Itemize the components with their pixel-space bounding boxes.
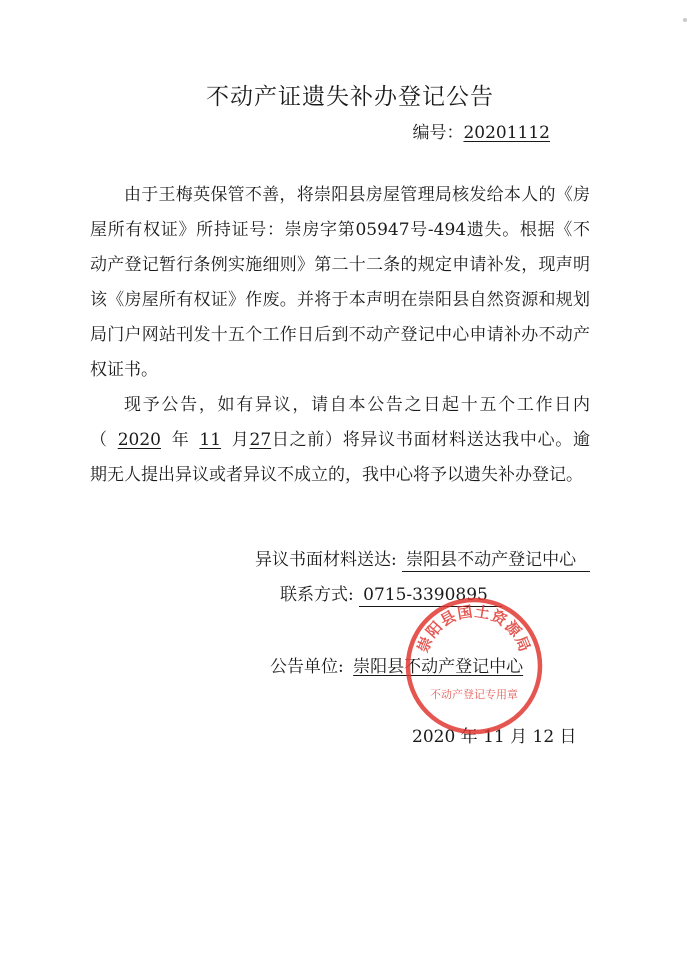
official-seal-stamp <box>402 594 546 738</box>
scan-speck <box>683 18 687 22</box>
deadline-day: 27 <box>249 430 272 450</box>
issue-date: 2020 年 11 月 12 日 <box>412 727 577 747</box>
svg-text:崇阳县国土资源局: 崇阳县国土资源局 <box>413 602 535 656</box>
document-number <box>412 118 550 143</box>
document-number-label: 编号： <box>412 123 464 143</box>
deadline-month: 11 <box>199 430 222 450</box>
paragraph-objection-period <box>90 388 590 493</box>
issuing-unit-label: 公告单位: <box>270 657 344 677</box>
contact-value: 0715-3390895 <box>359 585 502 607</box>
deadline-year-char: 年 <box>170 430 190 450</box>
deadline-year: 2020 <box>117 430 161 450</box>
document-title: 不动产证遗失补办登记公告 <box>206 84 494 110</box>
objection-address-value: 崇阳县不动产登记中心 <box>402 550 590 572</box>
objection-address-label: 异议书面材料送达: <box>255 550 397 570</box>
contact-label: 联系方式: <box>280 585 354 605</box>
notice-body <box>90 178 590 493</box>
issuing-unit-value: 崇阳县不动产登记中心 <box>353 657 524 677</box>
deadline-month-char: 月 <box>231 430 250 450</box>
objection-address-line <box>255 545 590 572</box>
paragraph-objection-end: 日之前）将异议书面材料送达我中心。逾期无人提出异议或者异议不成立的，我中心将予以遗失补办登记。 <box>90 430 591 485</box>
paragraph-objection-start: 现予公告，如有异议，请自本公告之日起十五个工作日内（ <box>90 395 590 450</box>
paragraph-loss-statement: 由于王梅英保管不善，将崇阳县房屋管理局核发给本人的《房屋所有权证》所持证号：崇房字第05947号-494遗失。根据《不动产登记暂行条例实施细则》第二十二条的规定申请补发，现声明该《房屋所有权证》作废。并将于本声明在崇阳县自然资源和规划局门户网站刊发十五个工作日后到不动产登记中心申请补办不动产权证书。 <box>90 185 590 380</box>
svg-text:不动产登记专用章: 不动产登记专用章 <box>430 688 518 701</box>
document-number-value: 20201112 <box>463 123 550 143</box>
